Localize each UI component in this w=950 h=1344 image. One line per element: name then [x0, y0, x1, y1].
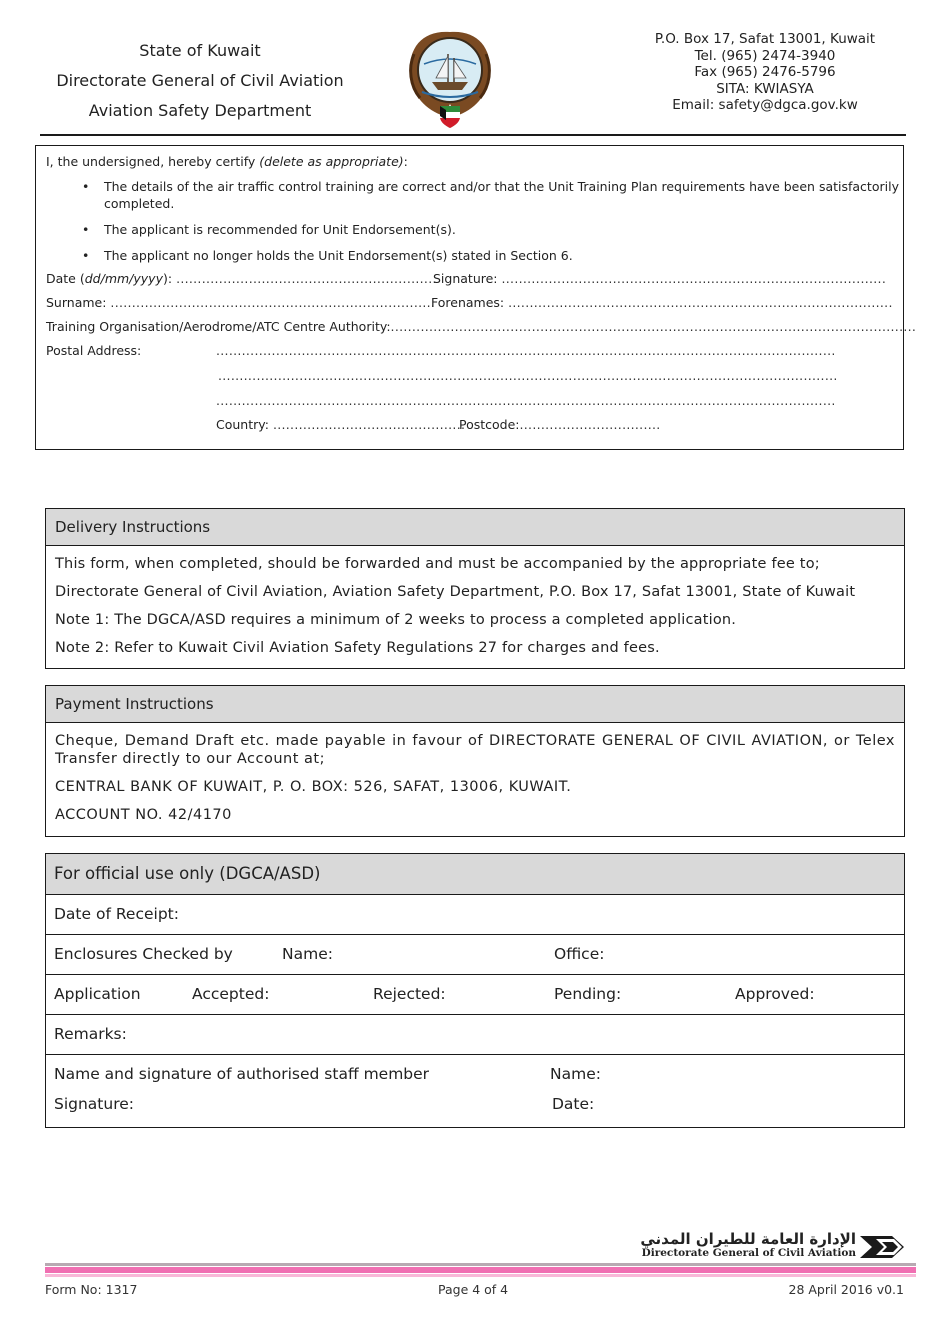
footer-stripe-grey: [45, 1263, 916, 1266]
delivery-note-1: Note 1: The DGCA/ASD requires a minimum of 2 weeks to process a completed application.: [55, 612, 737, 628]
certification-box: [35, 145, 917, 450]
footer-stripe-light-pink: [45, 1274, 916, 1277]
delivery-instructions-panel: [45, 508, 905, 669]
logo-arabic-text: الإدارة العامة للطيران المدني: [640, 1230, 856, 1248]
payment-title: Payment Instructions: [46, 686, 904, 723]
enclosures-office-label: Office:: [554, 945, 605, 963]
state-emblem-icon: [404, 24, 496, 130]
rejected-label: Rejected:: [373, 985, 446, 1003]
staff-label: Name and signature of authorised staff member: [54, 1065, 430, 1083]
page-number: Page 4 of 4: [438, 1282, 509, 1297]
delivery-body: [46, 546, 904, 672]
delivery-note-2: Note 2: Refer to Kuwait Civil Aviation Safety Regulations 27 for charges and fees.: [55, 640, 660, 656]
authority-label: Training Organisation/Aerodrome/ATC Centre Authority:: [46, 319, 391, 334]
enclosures-row[interactable]: [46, 935, 904, 975]
official-use-title: For official use only (DGCA/ASD): [54, 864, 321, 883]
forenames-field[interactable]: Forenames: ..........................................................................................: [431, 295, 893, 310]
payment-instructions-panel: [45, 685, 905, 837]
postal-address-line-2[interactable]: .................................................................................................................................................: [218, 368, 838, 383]
enclosures-label: Enclosures Checked by: [54, 945, 233, 963]
payment-bank: CENTRAL BANK OF KUWAIT, P. O. BOX: 526, SAFAT, 13006, KUWAIT.: [55, 779, 572, 795]
certification-bullet: • The applicant no longer holds the Unit Endorsement(s) stated in Section 6.: [92, 247, 904, 264]
header-tel: Tel. (965) 2474-3940: [694, 47, 836, 64]
payment-line: Cheque, Demand Draft etc. made payable in favour of DIRECTORATE GENERAL OF CIVIL AVIATION, or Telex Transfer directly to our Account at;: [55, 733, 895, 767]
approved-label: Approved:: [735, 985, 815, 1003]
date-of-receipt-label: Date of Receipt:: [54, 905, 179, 923]
payment-account: ACCOUNT NO. 42/4170: [55, 807, 232, 823]
country-field[interactable]: Country: .............................................: [216, 417, 466, 432]
forenames-label: Forenames:: [431, 295, 505, 310]
header-department-block: [40, 36, 360, 126]
date-label: Date (: [46, 271, 85, 286]
header-department: Aviation Safety Department: [88, 101, 312, 120]
delivery-line: Directorate General of Civil Aviation, Aviation Safety Department, P.O. Box 17, Safat 13001, State of Kuwait: [55, 584, 856, 600]
enclosures-name-label: Name:: [282, 945, 333, 963]
staff-name-label: Name:: [550, 1065, 601, 1083]
remarks-label: Remarks:: [54, 1025, 127, 1043]
header-email: Email: safety@dgca.gov.kw: [672, 97, 858, 113]
accepted-label: Accepted:: [192, 985, 270, 1003]
official-use-header: [46, 854, 904, 895]
postal-address-line-1[interactable]: .................................................................................................................................................: [216, 343, 836, 358]
header-directorate: Directorate General of Civil Aviation: [56, 71, 344, 90]
certification-intro: [46, 154, 408, 169]
staff-date-label: Date:: [552, 1095, 595, 1113]
header-state: State of Kuwait: [139, 41, 261, 60]
official-use-table: [45, 853, 905, 1128]
postal-address-label: Postal Address:: [46, 343, 142, 358]
date-field[interactable]: Date (dd/mm/yyyy): .............................................................: [46, 271, 437, 286]
pending-label: Pending:: [554, 985, 622, 1003]
form-version-date: 28 April 2016 v0.1: [788, 1282, 904, 1297]
signature-label: Signature:: [433, 271, 498, 286]
intro-text: I, the undersigned, hereby certify: [46, 154, 256, 169]
application-label: Application: [54, 985, 141, 1003]
signature-field[interactable]: Signature: ..........................................................................................: [433, 271, 887, 286]
header-fax: Fax (965) 2476-5796: [694, 64, 836, 80]
logo-english-text: Directorate General of Civil Aviation: [641, 1247, 856, 1259]
dgca-footer-logo: [560, 1230, 916, 1266]
delivery-line: This form, when completed, should be forwarded and must be accompanied by the appropriate fee to;: [55, 556, 820, 572]
postcode-field[interactable]: Postcode:.................................: [459, 417, 661, 432]
header-po-box: P.O. Box 17, Safat 13001, Kuwait: [654, 31, 876, 47]
form-number: Form No: 1317: [45, 1282, 138, 1297]
delivery-title: Delivery Instructions: [46, 509, 904, 546]
certification-bullet: • The details of the air traffic control training are correct and/or that the Unit Training Plan requirements have been satisfactorily completed.: [92, 178, 904, 212]
intro-note: (delete as appropriate): [259, 154, 404, 169]
country-label: Country:: [216, 417, 269, 432]
staff-signature-label: Signature:: [54, 1095, 134, 1113]
certification-bullets: [92, 178, 904, 264]
intro-colon: :: [403, 154, 408, 169]
footer-stripe-pink: [45, 1267, 916, 1273]
payment-body: [46, 723, 904, 840]
staff-signature-row[interactable]: [46, 1055, 904, 1127]
date-label-end: ):: [162, 271, 173, 286]
surname-field[interactable]: Surname: ............................................................................: [46, 295, 436, 310]
surname-label: Surname:: [46, 295, 107, 310]
remarks-row[interactable]: [46, 1015, 904, 1055]
authority-field[interactable]: Training Organisation/Aerodrome/ATC Centre Authority:...........................................................................................................................: [46, 319, 917, 334]
logo-arrow-icon: [858, 1232, 916, 1262]
application-status-row[interactable]: [46, 975, 904, 1015]
postcode-label: Postcode:: [459, 417, 520, 432]
header-contact-block: [640, 31, 890, 114]
header-sita: SITA: KWIASYA: [716, 80, 814, 97]
date-of-receipt-row[interactable]: [46, 895, 904, 935]
date-format: dd/mm/yyyy: [84, 271, 163, 286]
header-divider: [40, 134, 906, 136]
certification-bullet: • The applicant is recommended for Unit Endorsement(s).: [92, 221, 904, 238]
postal-address-line-3[interactable]: .................................................................................................................................................: [216, 393, 836, 408]
